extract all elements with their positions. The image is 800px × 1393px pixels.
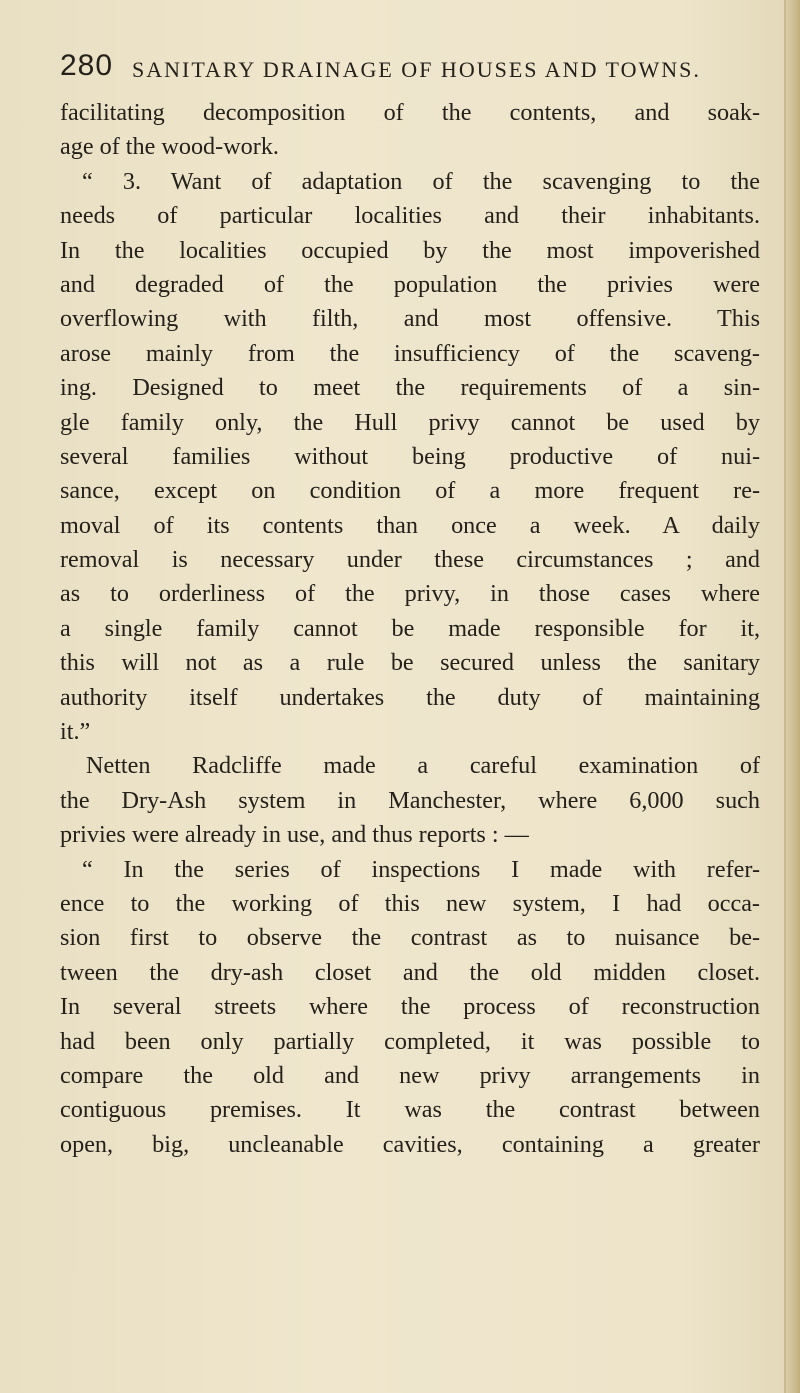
text-line: it.” bbox=[60, 718, 91, 746]
page-edge bbox=[786, 0, 800, 1393]
page-header bbox=[60, 46, 760, 86]
text-line: tween the dry-ash closet and the old midden closet. bbox=[60, 958, 760, 986]
text-line: contiguous premises. It was the contrast between bbox=[60, 1096, 760, 1124]
text-line: moval of its contents than once a week. A daily bbox=[60, 511, 760, 539]
text-line: In the localities occupied by the most impoverished bbox=[60, 236, 760, 264]
text-line: authority itself undertakes the duty of maintaining bbox=[60, 683, 760, 711]
text-line: sance, except on condition of a more frequent re- bbox=[60, 477, 760, 505]
text-line: “ In the series of inspections I made with refer- bbox=[82, 855, 760, 883]
text-line: arose mainly from the insufficiency of the scaveng- bbox=[60, 339, 760, 367]
text-line: needs of particular localities and their inhabitants. bbox=[60, 202, 760, 230]
text-line: and degraded of the population the privies were bbox=[60, 270, 760, 298]
text-line: removal is necessary under these circumstances ; and bbox=[60, 546, 760, 574]
text-line: Netten Radcliffe made a careful examination of bbox=[86, 752, 760, 780]
text-line: ence to the working of this new system, I had occa- bbox=[60, 889, 760, 917]
text-line: the Dry-Ash system in Manchester, where 6,000 such bbox=[60, 786, 760, 814]
text-line: gle family only, the Hull privy cannot be used by bbox=[60, 408, 760, 436]
text-line: “ 3. Want of adaptation of the scavenging to the bbox=[82, 167, 760, 195]
text-line: overflowing with filth, and most offensive. This bbox=[60, 305, 760, 333]
text-line: sion first to observe the contrast as to nuisance be- bbox=[60, 924, 760, 952]
text-line: ing. Designed to meet the requirements of a sin- bbox=[60, 374, 760, 402]
text-line: this will not as a rule be secured unless the sanitary bbox=[60, 649, 760, 677]
text-line: as to orderliness of the privy, in those cases where bbox=[60, 580, 760, 608]
text-line: compare the old and new privy arrangements in bbox=[60, 1061, 760, 1089]
text-line: open, big, uncleanable cavities, containing a greater bbox=[60, 1130, 760, 1158]
text-line: a single family cannot be made responsible for it, bbox=[60, 614, 760, 642]
text-line: several families without being productive of nui- bbox=[60, 442, 760, 470]
body-text bbox=[60, 96, 760, 1162]
text-line: In several streets where the process of reconstruction bbox=[60, 993, 760, 1021]
text-line: age of the wood-work. bbox=[60, 133, 279, 161]
running-title: SANITARY DRAINAGE OF HOUSES AND TOWNS. bbox=[132, 57, 701, 82]
text-line: had been only partially completed, it was possible to bbox=[60, 1027, 760, 1055]
text-line: facilitating decomposition of the contents, and soak- bbox=[60, 99, 760, 126]
page-number: 280 bbox=[60, 49, 114, 82]
text-line: privies were already in use, and thus reports : — bbox=[60, 821, 529, 849]
